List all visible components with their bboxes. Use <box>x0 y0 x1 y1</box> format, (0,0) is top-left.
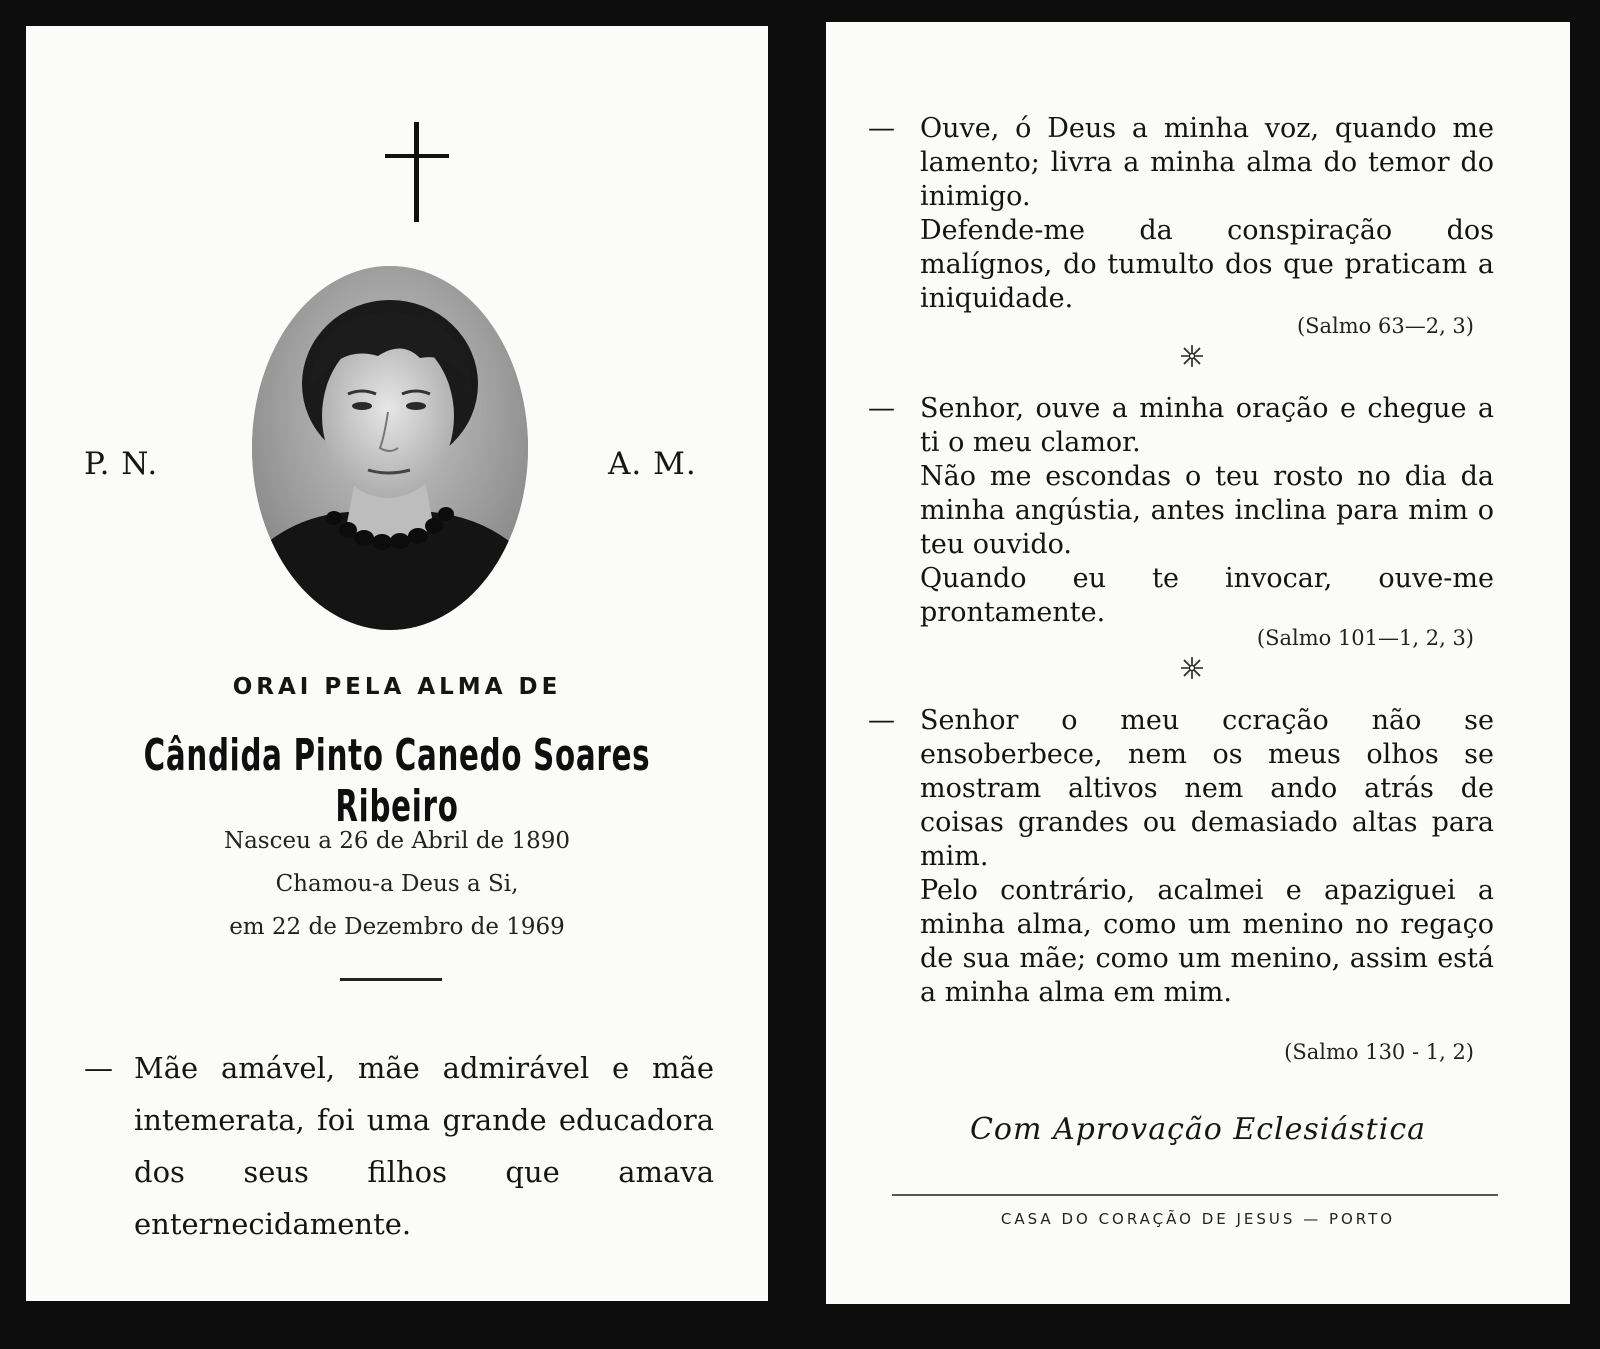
death-date: em 22 de Dezembro de 1969 <box>229 914 565 940</box>
psalm-citation-1: (Salmo 63—2, 3) <box>1296 314 1474 338</box>
asterisk-ornament-icon <box>1180 344 1204 368</box>
divider-line <box>340 978 442 981</box>
verse-paragraph: Quando eu te invocar, ouve-me prontamente. <box>920 563 1494 628</box>
verse-paragraph: Defende-me da conspiração dos malígnos, do tumulto dos que praticam a iniquidade. <box>920 215 1494 314</box>
psalm-verse-1 <box>868 112 1494 316</box>
psalm-verse-2 <box>868 392 1494 630</box>
prayer-heading: ORAI PELA ALMA DE <box>232 674 562 700</box>
verse-paragraph: Ouve, ó Deus a minha voz, quando me lamento; livra a minha alma do temor do inimigo. <box>920 113 1494 212</box>
initials-pn: P. N. <box>84 446 159 482</box>
verse-dash: — <box>868 393 895 424</box>
death-phrase: Chamou-a Deus a Si, <box>275 871 519 897</box>
footer-rule <box>892 1194 1498 1196</box>
ecclesiastical-approval: Com Aprovação Eclesiástica <box>969 1112 1427 1147</box>
initials-am: A. M. <box>608 446 697 482</box>
portrait-photo <box>252 266 528 630</box>
life-dates <box>26 820 768 949</box>
memorial-card-back <box>826 22 1570 1304</box>
birth-date: Nasceu a 26 de Abril de 1890 <box>223 828 571 854</box>
verse-paragraph: Senhor, ouve a minha oração e chegue a ti o meu clamor. <box>920 393 1494 458</box>
tribute-body: Mãe amável, mãe admirável e mãe intemerata, foi uma grande educadora dos seus filhos que amava enternecidamente. <box>134 1051 714 1241</box>
verse-dash: — <box>868 113 895 144</box>
asterisk-ornament-icon <box>1180 656 1204 680</box>
memorial-card-front <box>26 26 768 1301</box>
verse-paragraph: Não me escondas o teu rosto no dia da minha angústia, antes inclina para mim o teu ouvido. <box>920 461 1494 560</box>
tribute-text <box>84 1042 714 1250</box>
publisher-imprint: CASA DO CORAÇÃO DE JESUS — PORTO <box>1000 1210 1396 1228</box>
verse-paragraph: Senhor o meu ccração não se ensoberbece, nem os meus olhos se mostram altivos nem ando atrás de coisas grandes ou demasiado altas para mim. <box>920 705 1494 872</box>
tribute-dash: — <box>84 1051 113 1085</box>
verse-dash: — <box>868 705 895 736</box>
psalm-citation-3: (Salmo 130 - 1, 2) <box>1284 1040 1474 1064</box>
cross-icon <box>385 122 449 222</box>
psalm-citation-2: (Salmo 101—1, 2, 3) <box>1256 626 1474 650</box>
deceased-name: Cândida Pinto Canedo Soares Ribeiro <box>143 730 651 832</box>
psalm-verse-3 <box>868 704 1494 1010</box>
verse-paragraph: Pelo contrário, acalmei e apaziguei a minha alma, como um menino no regaço de sua mãe; como um menino, assim está a minha alma em mim. <box>920 875 1494 1008</box>
